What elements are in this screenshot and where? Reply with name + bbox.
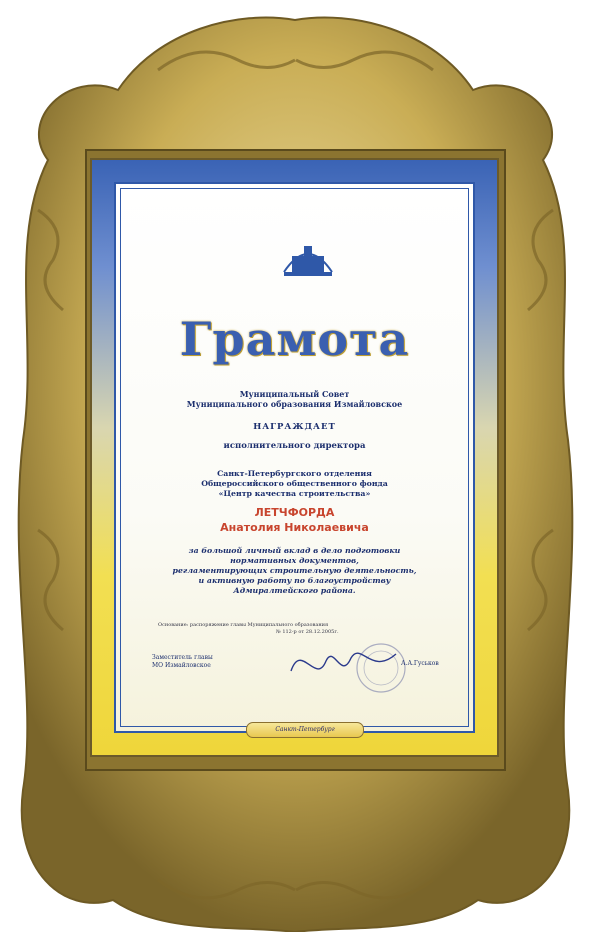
city-plate: Санкт-Петербург: [246, 722, 364, 738]
merit-text: [116, 546, 473, 596]
merit-line-1: за большой личный вклад в дело подготовки: [188, 546, 401, 555]
signer-title-line-2: МО Измайловское: [152, 662, 211, 669]
recipient-surname: ЛЕТЧФОРДА: [254, 506, 335, 519]
org-line-2: Общероссийского общественного фонда: [201, 479, 388, 488]
certificate-title: Грамота: [179, 312, 410, 366]
merit-line-5: Адмиралтейского района.: [233, 586, 356, 595]
basis-line-2: № 112-р от 28.12.2005г.: [276, 629, 339, 635]
signer-title: [152, 654, 213, 670]
recipient-given-names: Анатолия Николаевича: [220, 521, 369, 534]
merit-line-3: регламентирующих строительную деятельность,: [172, 566, 417, 575]
council-name: [116, 389, 473, 409]
signer-title-line-1: Заместитель главы: [152, 654, 213, 661]
basis-note: [158, 622, 339, 636]
council-line-1: Муниципальный Совет: [239, 389, 350, 399]
certificate-sheet: [92, 160, 497, 755]
council-line-2: Муниципального образования Измайловское: [186, 399, 403, 409]
building-emblem-icon: [276, 234, 340, 282]
org-line-1: Санкт-Петербургского отделения: [217, 469, 372, 478]
award-word: НАГРАЖДАЕТ: [253, 422, 336, 432]
certificate-inner-panel: [114, 182, 475, 733]
basis-line-1: Основание: распоряжение главы Муниципального образования: [158, 622, 329, 628]
org-line-3: «Центр качества строительства»: [218, 489, 371, 498]
merit-line-4: и активную работу по благоустройству: [198, 576, 391, 585]
signature-and-stamp: [286, 636, 416, 696]
signer-name: А.А.Гуськов: [401, 660, 439, 667]
organization-name: [116, 469, 473, 499]
merit-line-2: нормативных документов,: [230, 556, 359, 565]
recipient-position: исполнительного директора: [223, 441, 366, 451]
